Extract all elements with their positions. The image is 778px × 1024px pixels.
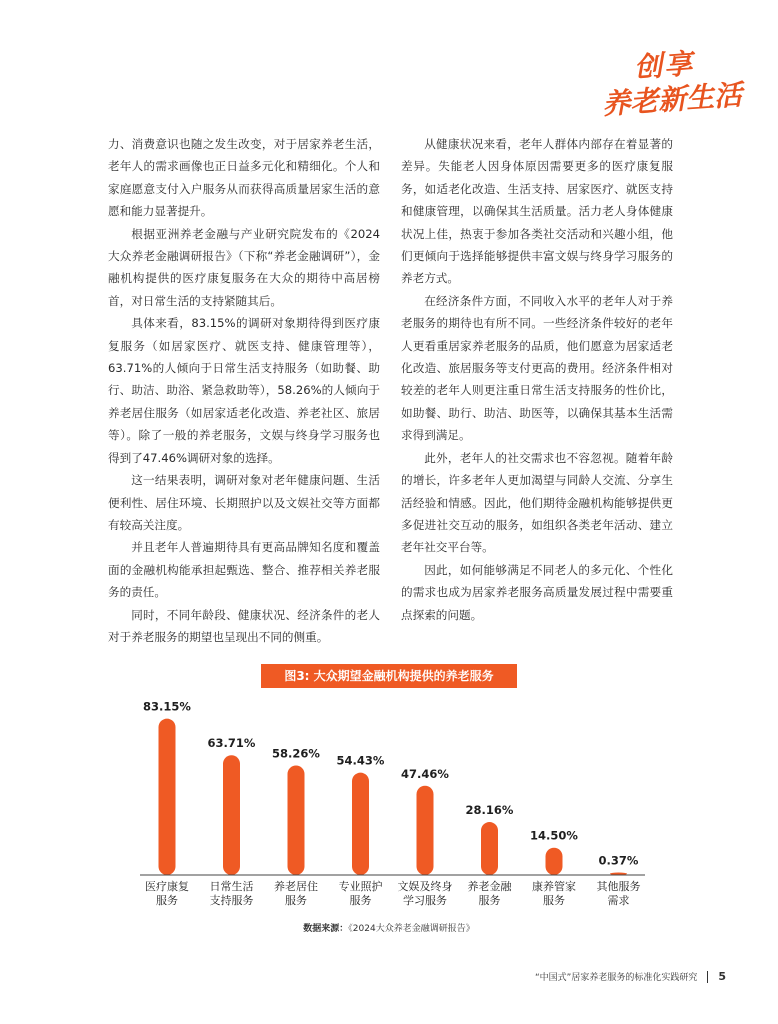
left-text-column: [108, 133, 380, 648]
category-label: 养老居住: [274, 880, 318, 893]
category-label: 服务: [349, 894, 372, 907]
bar: [481, 822, 498, 875]
category-label: 需求: [607, 894, 630, 907]
category-label: 养老金融: [467, 880, 512, 893]
page-number: 5: [718, 970, 726, 983]
paragraph: 从健康状况来看，老年人群体内部存在着显著的差异。失能老人因身体原因需要更多的医疗康复服务，如适老化改造、生活支持、居家医疗、就医支持和健康管理，以确保其生活质量。活力老人身体健康状况上佳，热衷于参加各类社交活动和兴趣小组，他们更倾向于选择能够提供丰富文娱与终身学习服务的养老方式。: [401, 137, 673, 286]
category-label: 专业照护: [338, 880, 383, 893]
category-label: 康养管家: [532, 880, 576, 893]
category-label: 服务: [543, 894, 565, 907]
paragraph: 并且老年人普遍期待具有更高品牌知名度和覆盖面的金融机构能承担起甄选、整合、推荐相关养老服务的责任。: [108, 540, 380, 600]
bar-value-label: 28.16%: [465, 803, 514, 818]
bar-value-label: 47.46%: [401, 766, 449, 781]
data-source: [0, 921, 778, 934]
category-label: 日常生活: [209, 880, 254, 893]
category-label: 服务: [285, 894, 307, 907]
paragraph: 因此，如何能够满足不同老人的多元化、个性化的需求也成为居家养老服务高质量发展过程中需要重点探索的问题。: [401, 562, 673, 622]
footer-divider: [707, 971, 708, 983]
bar: [159, 719, 176, 875]
paragraph: 此外，老年人的社交需求也不容忽视。随着年龄的增长，许多老年人更加渴望与同龄人交流、分享生活经验和情感。因此，他们期待金融机构能够提供更多促进社交互动的服务，如组织各类老年活动、建立老年社交平台等。: [401, 450, 673, 555]
paragraph: 同时，不同年龄段、健康状况、经济条件的老人对于养老服务的期望也呈现出不同的侧重。: [108, 607, 380, 644]
bar-value-label: 58.26%: [272, 746, 320, 761]
chart-title: 图3: 大众期望金融机构提供的养老服务: [261, 664, 517, 688]
bar-value-label: 83.15%: [143, 699, 191, 714]
bar: [417, 786, 434, 875]
source-label: 数据来源：: [303, 924, 349, 934]
bar-value-label: 0.37%: [598, 853, 639, 868]
category-label: 服务: [478, 894, 501, 907]
paragraph: 在经济条件方面，不同收入水平的老年人对于养老服务的期待也有所不同。一些经济条件较好的老年人更看重居家养老服务的品质，他们愿意为居家适老化改造、旅居服务等支付更高的费用。经济条件相对较差的老年人则更注重日常生活支持服务的性价比，如助餐、助行、助洁、助医等，以确保其基本生活需求得到满足。: [401, 293, 673, 443]
category-label: 学习服务: [403, 894, 447, 907]
right-text-column: [401, 133, 673, 626]
brand-logo: [601, 44, 744, 124]
bar: [352, 773, 369, 875]
footer-title: “中国式”居家养老服务的标准化实践研究: [535, 973, 698, 983]
bar: [546, 848, 563, 875]
brand-line-2: 养老新生活: [601, 78, 744, 121]
category-label: 医疗康复: [145, 880, 189, 893]
bar-chart: [0, 690, 778, 920]
bar-value-label: 63.71%: [207, 736, 256, 751]
page-footer: [535, 970, 726, 983]
paragraph: 力、消费意识也随之发生改变，对于居家养老生活，老年人的需求画像也正日益多元化和精细化。个人和家庭愿意支付入户服务从而获得高质量居家生活的意愿和能力显著提升。: [108, 137, 380, 219]
bar: [223, 755, 240, 875]
category-label: 服务: [156, 894, 178, 907]
source-text: 《2024大众养老金融调研报告》: [348, 924, 475, 934]
bar-value-label: 14.50%: [530, 828, 578, 843]
bar-value-label: 54.43%: [336, 753, 385, 768]
category-label: 支持服务: [209, 894, 254, 907]
category-label: 文娱及终身: [397, 880, 453, 893]
category-label: 其他服务: [596, 880, 641, 893]
paragraph: 具体来看，83.15%的调研对象期待得到医疗康复服务（如居家医疗、就医支持、健康管理等），63.71%的人倾向于日常生活支持服务（如助餐、助行、助洁、助浴、紧急救助等），58.26%的人倾向于养老居住服务（如居家适老化改造、养老社区、旅居等）。除了一般的养老服务，文娱与终身学习服务也得到了47.46%调研对象的选择。: [108, 316, 380, 465]
paragraph: 根据亚洲养老金融与产业研究院发布的《2024大众养老金融调研报告》（下称“养老金融调研”），金融机构提供的医疗康复服务在大众的期待中高居榜首，对日常生活的支持紧随其后。: [108, 226, 380, 308]
brand-line-1: 创享: [633, 46, 696, 85]
paragraph: 这一结果表明，调研对象对老年健康问题、生活便利性、居住环境、长期照护以及文娱社交等方面都有较高关注度。: [108, 473, 380, 532]
bar: [288, 765, 305, 875]
